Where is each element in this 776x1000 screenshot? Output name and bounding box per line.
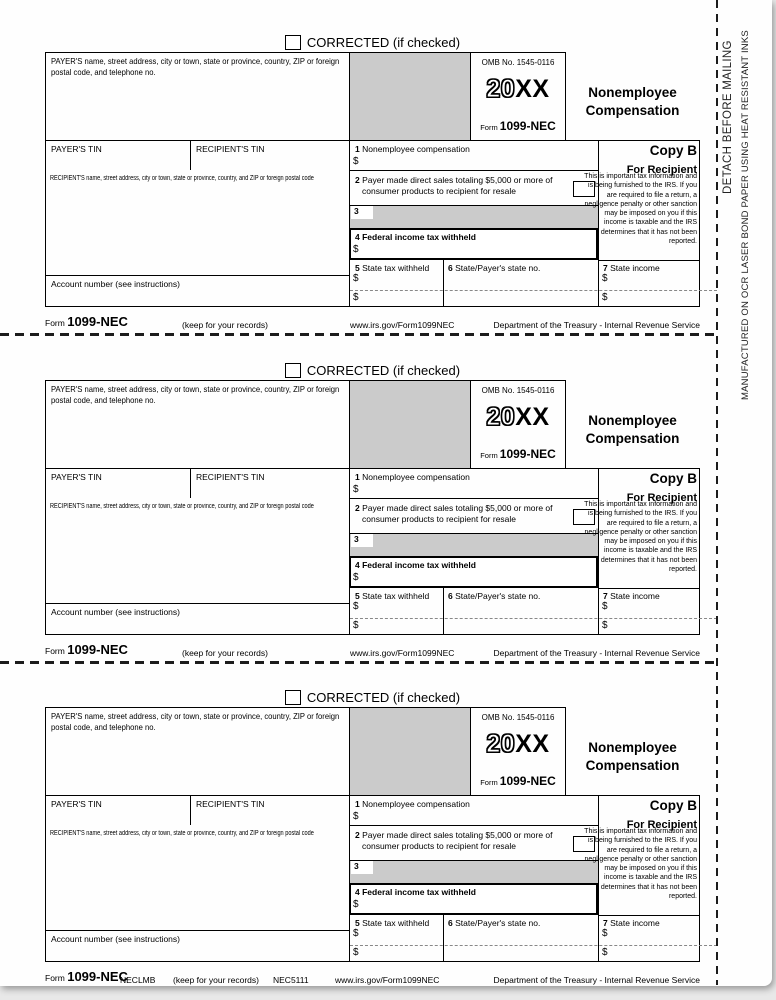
account-number-box: Account number (see instructions) [51,934,180,944]
box2-direct-sales: 2 Payer made direct sales totaling $5,000 or more of consumer products to recipient for resale [355,175,553,197]
horizontal-perforation-line [0,661,717,664]
box4-label: 4 Federal income tax withheld [355,232,476,242]
form-1099-nec-copy [45,34,700,329]
box7-dollar-sign: $ [602,947,608,958]
payer-name-address-box: PAYER'S name, street address, city or town, state or province, country, ZIP or foreign postal code, and telephone no. [51,384,340,406]
omb-number: OMB No. 1545-0116 [481,386,555,395]
footer-form-number: Form 1099-NEC [45,642,128,657]
omb-cell [471,380,565,468]
recipient-tax-notice: This is important tax information and is being furnished to the IRS. If you are required to file a return, a negligence penalty or other sanction may be imposed on you if this income is taxable and the IRS determines that it has not been reported. [584,173,697,246]
footer-form-number: Form 1099-NEC [45,314,128,329]
recipient-tin-box: RECIPIENT'S TIN [196,144,265,154]
grid-line [45,603,349,604]
corrected-checkbox[interactable] [285,35,301,50]
for-recipient-label: For Recipient [626,163,697,176]
box5-dollar-sign: $ [353,273,359,284]
payer-tin-box: PAYER'S TIN [51,144,102,154]
grid-line [349,380,350,635]
copy-b-label: Copy B [649,143,697,158]
tax-year: 20XX [486,75,550,104]
grid-line [45,275,349,276]
grid-line [45,52,46,307]
footer-treasury-label: Department of the Treasury - Internal Revenue Service [493,648,700,658]
copy-b-label: Copy B [649,798,697,813]
grid-line [443,588,444,635]
box1-nonemployee-compensation: 1 Nonemployee compensation [355,799,470,809]
corrected-checkbox[interactable] [285,363,301,378]
box3-shaded-area [350,205,598,230]
box1-dollar-sign: $ [353,811,359,822]
corrected-label: CORRECTED (if checked) [306,689,461,705]
corrected-checkbox[interactable] [285,690,301,705]
footer-treasury-label: Department of the Treasury - Internal Revenue Service [493,320,700,330]
footer-treasury-label: Department of the Treasury - Internal Revenue Service [493,975,700,985]
footer-form-number: Form 1099-NEC [45,969,128,984]
payer-tin-box: PAYER'S TIN [51,799,102,809]
footer-irs-url: www.irs.gov/Form1099NEC [335,975,440,985]
form-1099-nec-copy [45,689,700,984]
shaded-header-box [350,381,470,468]
grid-line [598,915,700,916]
grid-line [190,795,191,825]
footer-keep-note: (keep for your records) [182,320,268,330]
state-row-dashed-rule [350,945,717,946]
box2-direct-sales: 2 Payer made direct sales totaling $5,000 or more of consumer products to recipient for resale [355,503,553,525]
form-title: Nonemployee Compensation [585,85,680,119]
for-recipient-label: For Recipient [626,818,697,831]
state-row-dashed-rule [350,290,717,291]
shaded-header-box [350,708,470,795]
grid-line [598,260,700,261]
account-number-box: Account number (see instructions) [51,607,180,617]
box5-dollar-sign: $ [353,620,359,631]
grid-line [699,140,700,307]
box2-direct-sales: 2 Payer made direct sales totaling $5,000 or more of consumer products to recipient for resale [355,830,553,852]
box4-label: 4 Federal income tax withheld [355,887,476,897]
box5-dollar-sign: $ [353,928,359,939]
form-title: Nonemployee Compensation [585,740,680,774]
box7-dollar-sign: $ [602,928,608,939]
box1-nonemployee-compensation: 1 Nonemployee compensation [355,144,470,154]
box7-state-income: 7 State income [603,591,660,601]
copy-b-label: Copy B [649,471,697,486]
grid-line [349,52,350,307]
grid-line [45,306,700,307]
box1-dollar-sign: $ [353,484,359,495]
box7-state-income: 7 State income [603,918,660,928]
box3-shaded-area [350,533,598,558]
footer-irs-url: www.irs.gov/Form1099NEC [350,648,455,658]
grid-line [45,795,700,796]
grid-line [349,707,350,962]
box4-label: 4 Federal income tax withheld [355,560,476,570]
vertical-perforation-line [716,0,718,985]
form-title: Nonemployee Compensation [585,413,680,447]
grid-line [45,961,700,962]
recipient-tin-box: RECIPIENT'S TIN [196,472,265,482]
box3-number-tab: 3 [351,206,373,219]
grid-line [349,498,598,499]
box7-dollar-sign: $ [602,601,608,612]
box7-dollar-sign: $ [602,620,608,631]
form-footer [45,966,700,988]
corrected-row [45,689,700,705]
horizontal-perforation-line [0,333,717,336]
grid-line [45,634,700,635]
grid-line [45,140,700,141]
corrected-label: CORRECTED (if checked) [306,362,461,378]
shaded-header-box [350,53,470,140]
form-number-small: Form 1099-NEC [480,447,556,462]
box6-state-payer-no: 6 State/Payer's state no. [448,263,541,273]
form-number-small: Form 1099-NEC [480,119,556,134]
box7-dollar-sign: $ [602,273,608,284]
omb-cell [471,707,565,795]
footer-keep-note: (keep for your records) [173,975,259,985]
box5-state-tax-withheld: 5 State tax withheld [355,591,430,601]
box7-dollar-sign: $ [602,292,608,303]
manufactured-paper-note: MANUFACTURED ON OCR LASER BOND PAPER USING HEAT RESISTANT INKS [740,30,751,400]
omb-cell [471,52,565,140]
box5-state-tax-withheld: 5 State tax withheld [355,263,430,273]
box4-dollar-sign: $ [353,244,359,255]
box5-dollar-sign: $ [353,292,359,303]
grid-line [443,260,444,307]
detach-before-mailing-note: DETACH BEFORE MAILING [722,40,734,194]
footer-stock-code: NEC5111 [273,975,309,985]
box6-state-payer-no: 6 State/Payer's state no. [448,918,541,928]
grid-line [699,468,700,635]
omb-number: OMB No. 1545-0116 [481,713,555,722]
form-table [45,707,700,962]
recipient-name-address-box: RECIPIENT'S name, street address, city or town, state or province, country, and ZIP or foreign postal code [50,503,314,510]
box1-dollar-sign: $ [353,156,359,167]
box5-dollar-sign: $ [353,947,359,958]
tax-year: 20XX [486,730,550,759]
grid-line [45,707,46,962]
grid-line [45,380,46,635]
box6-state-payer-no: 6 State/Payer's state no. [448,591,541,601]
grid-line [45,468,700,469]
box5-dollar-sign: $ [353,601,359,612]
corrected-label: CORRECTED (if checked) [306,34,461,50]
for-recipient-label: For Recipient [626,491,697,504]
footer-irs-url: www.irs.gov/Form1099NEC [350,320,455,330]
payer-name-address-box: PAYER'S name, street address, city or town, state or province, country, ZIP or foreign postal code, and telephone no. [51,56,340,78]
state-row-dashed-rule [350,618,717,619]
form-number-small: Form 1099-NEC [480,774,556,789]
grid-line [699,795,700,962]
grid-line [443,915,444,962]
corrected-row [45,34,700,50]
grid-line [349,205,598,206]
account-number-box: Account number (see instructions) [51,279,180,289]
recipient-name-address-box: RECIPIENT'S name, street address, city or town, state or province, country, and ZIP or foreign postal code [50,175,314,182]
form-table [45,380,700,635]
grid-line [349,170,598,171]
form-table [45,52,700,307]
box4-dollar-sign: $ [353,572,359,583]
form-footer [45,639,700,661]
form-footer [45,311,700,333]
payer-name-address-box: PAYER'S name, street address, city or town, state or province, country, ZIP or foreign postal code, and telephone no. [51,711,340,733]
omb-number: OMB No. 1545-0116 [481,58,555,67]
footer-keep-note: (keep for your records) [182,648,268,658]
box1-nonemployee-compensation: 1 Nonemployee compensation [355,472,470,482]
grid-line [349,533,598,534]
box7-state-income: 7 State income [603,263,660,273]
box4-dollar-sign: $ [353,899,359,910]
grid-line [349,860,598,861]
recipient-tin-box: RECIPIENT'S TIN [196,799,265,809]
recipient-tax-notice: This is important tax information and is being furnished to the IRS. If you are required to file a return, a negligence penalty or other sanction may be imposed on you if this income is taxable and the IRS determines that it has not been reported. [584,828,697,901]
grid-line [349,825,598,826]
tax-year: 20XX [486,403,550,432]
grid-line [45,930,349,931]
grid-line [190,468,191,498]
box3-number-tab: 3 [351,534,373,547]
recipient-name-address-box: RECIPIENT'S name, street address, city or town, state or province, country, and ZIP or foreign postal code [50,830,314,837]
corrected-row [45,362,700,378]
box5-state-tax-withheld: 5 State tax withheld [355,918,430,928]
box3-number-tab: 3 [351,861,373,874]
grid-line [190,140,191,170]
box3-shaded-area [350,860,598,885]
form-1099-nec-copy [45,362,700,657]
recipient-tax-notice: This is important tax information and is being furnished to the IRS. If you are required to file a return, a negligence penalty or other sanction may be imposed on you if this income is taxable and the IRS determines that it has not been reported. [584,501,697,574]
grid-line [598,588,700,589]
payer-tin-box: PAYER'S TIN [51,472,102,482]
footer-product-code: NECLMB [120,975,156,985]
